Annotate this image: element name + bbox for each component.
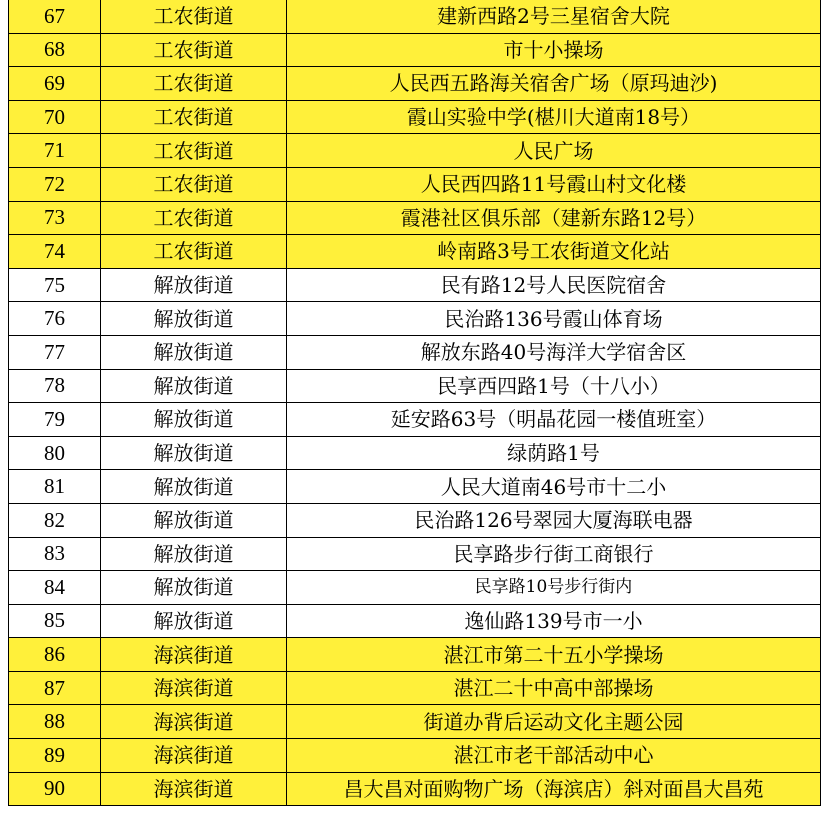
row-number-cell: 67 [9, 0, 101, 33]
row-number-cell: 74 [9, 235, 101, 269]
street-cell: 解放街道 [101, 470, 287, 504]
location-cell: 湛江市第二十五小学操场 [287, 638, 821, 672]
row-number-cell: 79 [9, 403, 101, 437]
location-cell: 岭南路3号工农街道文化站 [287, 235, 821, 269]
row-number-cell: 69 [9, 67, 101, 101]
location-cell: 人民西五路海关宿舍广场（原玛迪沙) [287, 67, 821, 101]
table-row [9, 772, 821, 806]
table-row [9, 470, 821, 504]
row-number-cell: 76 [9, 302, 101, 336]
street-cell: 工农街道 [101, 33, 287, 67]
street-cell: 解放街道 [101, 268, 287, 302]
row-number-cell: 68 [9, 33, 101, 67]
street-cell: 解放街道 [101, 302, 287, 336]
table-row [9, 235, 821, 269]
location-cell: 建新西路2号三星宿舍大院 [287, 0, 821, 33]
street-cell: 海滨街道 [101, 638, 287, 672]
table-row [9, 537, 821, 571]
table-row [9, 403, 821, 437]
street-cell: 解放街道 [101, 571, 287, 605]
location-cell: 绿荫路1号 [287, 436, 821, 470]
location-cell: 湛江二十中高中部操场 [287, 671, 821, 705]
table-row [9, 134, 821, 168]
location-cell: 人民广场 [287, 134, 821, 168]
street-cell: 解放街道 [101, 335, 287, 369]
location-cell: 霞山实验中学(椹川大道南18号） [287, 100, 821, 134]
row-number-cell: 87 [9, 671, 101, 705]
street-cell: 解放街道 [101, 537, 287, 571]
row-number-cell: 84 [9, 571, 101, 605]
table-row [9, 201, 821, 235]
row-number-cell: 83 [9, 537, 101, 571]
row-number-cell: 81 [9, 470, 101, 504]
table-row [9, 436, 821, 470]
location-cell: 市十小操场 [287, 33, 821, 67]
row-number-cell: 71 [9, 134, 101, 168]
row-number-cell: 78 [9, 369, 101, 403]
street-cell: 海滨街道 [101, 671, 287, 705]
row-number-cell: 85 [9, 604, 101, 638]
location-cell: 民享路步行街工商银行 [287, 537, 821, 571]
location-cell: 民有路12号人民医院宿舍 [287, 268, 821, 302]
sites-table-body [9, 0, 821, 806]
location-cell: 昌大昌对面购物广场（海滨店）斜对面昌大昌苑 [287, 772, 821, 806]
street-cell: 海滨街道 [101, 739, 287, 773]
row-number-cell: 77 [9, 335, 101, 369]
street-cell: 海滨街道 [101, 705, 287, 739]
table-row [9, 302, 821, 336]
table-row [9, 100, 821, 134]
row-number-cell: 75 [9, 268, 101, 302]
table-row [9, 705, 821, 739]
table-row [9, 33, 821, 67]
row-number-cell: 80 [9, 436, 101, 470]
location-cell: 人民大道南46号市十二小 [287, 470, 821, 504]
row-number-cell: 88 [9, 705, 101, 739]
table-row [9, 671, 821, 705]
table-row [9, 335, 821, 369]
table-row [9, 571, 821, 605]
table-row [9, 503, 821, 537]
table-row [9, 167, 821, 201]
street-cell: 工农街道 [101, 235, 287, 269]
street-cell: 工农街道 [101, 0, 287, 33]
street-cell: 工农街道 [101, 201, 287, 235]
street-cell: 工农街道 [101, 67, 287, 101]
row-number-cell: 72 [9, 167, 101, 201]
sites-table [8, 0, 821, 806]
table-row [9, 268, 821, 302]
location-cell: 民享西四路1号（十八小） [287, 369, 821, 403]
row-number-cell: 89 [9, 739, 101, 773]
location-cell: 民治路136号霞山体育场 [287, 302, 821, 336]
location-cell: 街道办背后运动文化主题公园 [287, 705, 821, 739]
row-number-cell: 73 [9, 201, 101, 235]
street-cell: 解放街道 [101, 503, 287, 537]
table-row [9, 369, 821, 403]
table-row [9, 67, 821, 101]
location-cell: 霞港社区俱乐部（建新东路12号） [287, 201, 821, 235]
street-cell: 解放街道 [101, 604, 287, 638]
location-cell: 人民西四路11号霞山村文化楼 [287, 167, 821, 201]
location-cell: 解放东路40号海洋大学宿舍区 [287, 335, 821, 369]
street-cell: 工农街道 [101, 100, 287, 134]
street-cell: 解放街道 [101, 403, 287, 437]
table-row [9, 0, 821, 33]
table-row [9, 638, 821, 672]
row-number-cell: 90 [9, 772, 101, 806]
row-number-cell: 86 [9, 638, 101, 672]
table-row [9, 604, 821, 638]
location-cell: 民享路10号步行街内 [287, 571, 821, 605]
table-row [9, 739, 821, 773]
street-cell: 工农街道 [101, 134, 287, 168]
street-cell: 解放街道 [101, 369, 287, 403]
row-number-cell: 82 [9, 503, 101, 537]
location-cell: 延安路63号（明晶花园一楼值班室） [287, 403, 821, 437]
row-number-cell: 70 [9, 100, 101, 134]
street-cell: 解放街道 [101, 436, 287, 470]
street-cell: 工农街道 [101, 167, 287, 201]
street-cell: 海滨街道 [101, 772, 287, 806]
location-cell: 逸仙路139号市一小 [287, 604, 821, 638]
location-cell: 湛江市老干部活动中心 [287, 739, 821, 773]
location-cell: 民治路126号翠园大厦海联电器 [287, 503, 821, 537]
